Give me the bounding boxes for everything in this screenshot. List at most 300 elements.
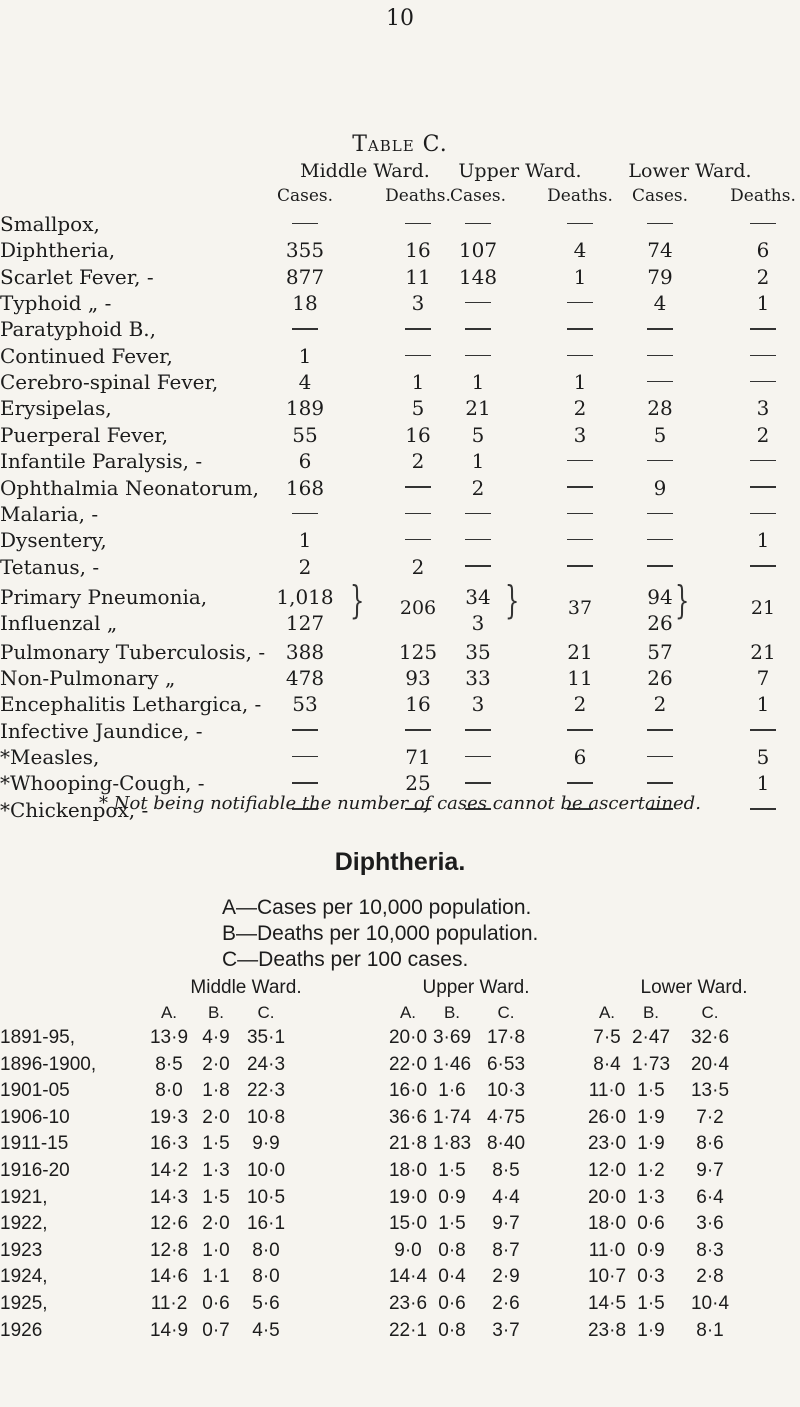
cell: 93 (405, 665, 431, 690)
cell: 11 (405, 264, 431, 289)
cell (625, 771, 695, 795)
cell: 28 (647, 396, 673, 421)
dash-mark (405, 513, 431, 515)
cell: 18·0 (388, 1160, 428, 1181)
cell: 0·9 (438, 1186, 466, 1208)
diphtheria-title: Diphtheria. (334, 848, 466, 876)
cell: 8·6 (696, 1133, 724, 1155)
cell: 1·5 (202, 1133, 230, 1155)
cell: 11 (567, 665, 593, 690)
period-label: 1923 (0, 1239, 43, 1261)
brace-mark: } (674, 577, 690, 622)
legend-line: A—Cases per 10,000 population. (222, 896, 532, 919)
cell: 53 (292, 692, 318, 717)
row-label: Diphtheria, (0, 238, 116, 263)
cell: 8·0 (155, 1080, 183, 1102)
cell: 1 (756, 771, 770, 796)
dash-mark (647, 355, 673, 357)
cell: 0·3 (637, 1266, 665, 1288)
cell (625, 370, 695, 394)
row-label: Continued Fever, (0, 343, 173, 368)
cell (443, 745, 513, 769)
table-row (0, 502, 800, 528)
dash-mark (292, 223, 318, 225)
cell: 1·2 (637, 1160, 665, 1181)
cell: 877 (285, 264, 325, 289)
cell: 9·7 (492, 1213, 520, 1235)
row-label: Paratyphoid B., (0, 317, 156, 342)
dash-mark (465, 729, 491, 731)
row-label: Cerebro-spinal Fever, (0, 370, 219, 395)
cell: 18·0 (587, 1213, 627, 1235)
period-label: 1926 (0, 1319, 43, 1341)
cell: 8·40 (486, 1133, 526, 1155)
cell: 71 (405, 745, 431, 769)
cell: 10·5 (246, 1186, 286, 1208)
cell: 57 (647, 639, 673, 664)
cell: 25 (405, 771, 431, 796)
cell: 8·4 (593, 1053, 621, 1075)
ward-header: Middle Ward. (190, 977, 302, 998)
cell: 14·4 (388, 1266, 428, 1288)
cell: 1·8 (202, 1080, 230, 1102)
cell: 125 (398, 639, 438, 664)
table-row (0, 1293, 800, 1319)
dash-mark (750, 460, 776, 462)
cell: 9·0 (394, 1239, 422, 1261)
cell: 10·7 (587, 1266, 627, 1288)
cell: 2 (471, 475, 485, 500)
column-header: Cases. (631, 186, 689, 206)
cell: 6·53 (486, 1053, 526, 1075)
table-row (0, 1160, 800, 1186)
cell: 5 (411, 396, 425, 421)
dash-mark (405, 355, 431, 357)
dash-mark (292, 756, 318, 758)
column-header: C. (701, 1003, 719, 1022)
cell: 3·7 (492, 1319, 520, 1341)
period-label: 1896-1900, (0, 1053, 97, 1075)
table-row (0, 344, 800, 370)
cell: 1·3 (202, 1160, 230, 1181)
row-label: Encephalitis Lethargica, - (0, 692, 262, 717)
table-row (0, 1080, 800, 1106)
cell: 1 (298, 528, 312, 553)
combined-deaths: 21 (750, 596, 776, 619)
cell: 24·3 (246, 1053, 286, 1075)
cell (270, 212, 340, 236)
cell (625, 745, 695, 769)
cell: 2 (653, 692, 667, 717)
cell: 18 (292, 291, 318, 316)
cell: 1·0 (202, 1239, 230, 1261)
dash-mark (647, 756, 673, 758)
column-header: A. (399, 1003, 417, 1022)
period-label: 1906-10 (0, 1106, 70, 1128)
cell: 20·0 (388, 1027, 428, 1048)
dash-mark (567, 302, 593, 304)
cell: 4 (298, 370, 312, 395)
cell (728, 317, 798, 341)
column-header: B. (443, 1003, 461, 1022)
cell: 1 (573, 264, 587, 289)
ward-header: Lower Ward. (640, 977, 748, 998)
column-header: B. (642, 1003, 660, 1022)
dash-mark (750, 328, 776, 330)
row-label: Dysentery, (0, 528, 107, 553)
cell: 3 (471, 692, 485, 717)
dash-mark (405, 486, 431, 488)
row-label: Scarlet Fever, - (0, 264, 154, 289)
table-row (0, 423, 800, 449)
cell: 1·46 (432, 1053, 472, 1075)
table-row (0, 317, 800, 343)
column-header: Deaths. (730, 186, 796, 206)
cell: 22·3 (246, 1080, 286, 1102)
row-label: Smallpox, (0, 212, 100, 236)
combined-deaths: 206 (399, 596, 437, 619)
row-label: Erysipelas, (0, 396, 112, 421)
cell: 0·6 (202, 1293, 230, 1314)
dash-mark (647, 381, 673, 383)
cell: 127 (285, 611, 325, 636)
dash-mark (567, 565, 593, 567)
cell: 2·9 (492, 1266, 520, 1288)
cell: 23·6 (388, 1293, 428, 1314)
cell: 4 (653, 291, 667, 316)
cell: 94 (647, 584, 673, 609)
cell: 17·8 (486, 1027, 526, 1048)
cell: 79 (647, 264, 673, 289)
cell: 22·1 (388, 1319, 428, 1341)
cell: 16 (405, 422, 431, 447)
row-label: Non-Pulmonary „ (0, 665, 176, 690)
cell: 355 (285, 238, 325, 263)
column-header: Deaths. (385, 186, 451, 206)
table-row (0, 666, 800, 692)
dash-mark (405, 729, 431, 731)
table-row (0, 1133, 800, 1159)
dash-mark (465, 302, 491, 304)
dash-mark (465, 756, 491, 758)
cell: 19·0 (388, 1186, 428, 1208)
cell: 1 (756, 692, 770, 717)
cell: 12·6 (149, 1213, 189, 1235)
cell: 35 (465, 639, 491, 664)
cell: 0·8 (438, 1239, 466, 1261)
cell: 8·3 (696, 1239, 724, 1261)
cell: 6 (756, 238, 770, 263)
cell (443, 344, 513, 368)
table-row (0, 640, 800, 666)
period-label: 1924, (0, 1266, 48, 1288)
column-header: Cases. (276, 186, 334, 206)
dash-mark (465, 328, 491, 330)
cell: 2 (756, 422, 770, 447)
table-row (0, 265, 800, 291)
cell (443, 555, 513, 579)
cell (545, 476, 615, 500)
table-c-title: Table C. (352, 132, 448, 157)
ward-header: Middle Ward. (300, 160, 430, 182)
cell: 5 (756, 745, 770, 769)
table-row (0, 1320, 800, 1346)
cell: 8·5 (155, 1053, 183, 1075)
row-label: Infantile Paralysis, - (0, 449, 203, 474)
cell: 16 (405, 238, 431, 263)
cell: 21 (750, 639, 776, 664)
cell: 4·5 (252, 1319, 280, 1341)
table-row (0, 1187, 800, 1213)
cell: 3 (573, 422, 587, 447)
cell: 3·6 (696, 1213, 724, 1235)
cell: 8·0 (252, 1266, 280, 1288)
brace-mark: } (504, 577, 520, 622)
cell: 1 (573, 370, 587, 395)
cell: 1·9 (637, 1319, 665, 1341)
dash-mark (750, 355, 776, 357)
cell: 26 (647, 611, 673, 636)
cell: 14·3 (149, 1186, 189, 1208)
brace-mark: } (349, 577, 365, 622)
cell: 10·0 (246, 1160, 286, 1181)
cell (625, 344, 695, 368)
cell: 1·5 (438, 1160, 466, 1181)
dash-mark (465, 565, 491, 567)
column-header: C. (257, 1003, 275, 1022)
cell: 2 (573, 692, 587, 717)
cell: 3 (411, 291, 425, 316)
cell (443, 212, 513, 236)
cell: 3 (756, 396, 770, 421)
dash-mark (647, 460, 673, 462)
row-label: *Whooping-Cough, - (0, 771, 205, 796)
cell (545, 212, 615, 236)
cell: 1,018 (276, 584, 334, 609)
legend-line: B—Deaths per 10,000 population. (222, 922, 539, 945)
row-label: Puerperal Fever, (0, 422, 169, 447)
table-row (0, 1027, 800, 1053)
cell: 11·0 (588, 1239, 626, 1261)
row-label: Infective Jaundice, - (0, 718, 203, 743)
column-header: A. (160, 1003, 178, 1022)
period-label: 1901-05 (0, 1080, 70, 1102)
cell (545, 291, 615, 315)
cell: 2 (411, 449, 425, 474)
table-row (0, 1266, 800, 1292)
cell (545, 771, 615, 795)
cell (545, 719, 615, 743)
cell: 148 (458, 264, 498, 289)
cell: 26 (647, 665, 673, 690)
cell: 12·8 (149, 1239, 189, 1261)
cell (545, 449, 615, 473)
legend-line: C—Deaths per 100 cases. (222, 948, 469, 971)
cell: 388 (285, 639, 325, 664)
cell: 2·0 (202, 1213, 230, 1235)
dash-mark (567, 223, 593, 225)
dash-mark (292, 328, 318, 330)
cell (625, 449, 695, 473)
cell: 4·75 (486, 1106, 526, 1128)
cell: 1 (471, 370, 485, 395)
cell: 34 (465, 584, 491, 609)
period-label: 1891-95, (0, 1027, 76, 1048)
cell: 2·0 (202, 1106, 230, 1128)
cell: 1 (756, 528, 770, 553)
table-c-footnote: * Not being notifiable the number of cases cannot be ascertained. (99, 793, 701, 814)
dash-mark (292, 729, 318, 731)
cell: 1·5 (637, 1080, 665, 1102)
dash-mark (405, 223, 431, 225)
cell: 0·6 (637, 1213, 665, 1235)
cell: 1·74 (432, 1106, 472, 1128)
cell: 33 (465, 665, 491, 690)
dash-mark (647, 729, 673, 731)
table-row (0, 1107, 800, 1133)
dash-mark (567, 328, 593, 330)
cell: 32·6 (690, 1027, 730, 1048)
dash-mark (647, 223, 673, 225)
cell (728, 476, 798, 500)
cell (443, 528, 513, 552)
combined-deaths: 37 (567, 596, 593, 619)
table-row (0, 476, 800, 502)
cell: 13·5 (690, 1080, 730, 1102)
cell: 8·7 (492, 1239, 520, 1261)
cell: 1·5 (637, 1293, 665, 1314)
dash-mark (567, 782, 593, 784)
cell: 1·83 (432, 1133, 472, 1155)
cell: 11·2 (150, 1293, 188, 1314)
dash-mark (647, 513, 673, 515)
cell: 16 (405, 692, 431, 717)
cell: 12·0 (587, 1160, 627, 1181)
row-label: Malaria, - (0, 501, 99, 526)
cell: 168 (285, 475, 325, 500)
dash-mark (405, 328, 431, 330)
table-row (0, 555, 800, 581)
cell: 2 (411, 554, 425, 579)
cell: 3·69 (432, 1027, 472, 1048)
cell: 19·3 (149, 1106, 189, 1128)
cell (270, 317, 340, 341)
cell: 2 (756, 264, 770, 289)
cell: 189 (285, 396, 325, 421)
cell: 7 (756, 665, 770, 690)
dash-mark (465, 513, 491, 515)
table-row (0, 528, 800, 554)
table-row (0, 719, 800, 745)
cell: 20·4 (690, 1053, 730, 1075)
cell: 16·0 (388, 1080, 428, 1102)
dash-mark (647, 328, 673, 330)
table-row (0, 692, 800, 718)
cell (443, 719, 513, 743)
cell: 26·0 (587, 1106, 627, 1128)
cell: 5 (653, 422, 667, 447)
cell: 478 (285, 665, 325, 690)
dash-mark (567, 355, 593, 357)
column-header: B. (207, 1003, 225, 1022)
dash-mark (750, 513, 776, 515)
dash-mark (465, 355, 491, 357)
dash-mark (567, 486, 593, 488)
period-label: 1922, (0, 1213, 48, 1235)
cell: 2·0 (202, 1053, 230, 1075)
cell: 1·3 (637, 1186, 665, 1208)
cell: 0·9 (637, 1239, 665, 1261)
cell (728, 555, 798, 579)
cell: 10·8 (246, 1106, 286, 1128)
dash-mark (750, 381, 776, 383)
cell: 1·1 (202, 1266, 230, 1288)
table-row (0, 396, 800, 422)
cell: 15·0 (388, 1213, 428, 1235)
row-label: *Measles, (0, 745, 100, 769)
row-label: Tetanus, - (0, 554, 100, 579)
cell (625, 555, 695, 579)
row-label: Pulmonary Tuberculosis, - (0, 639, 266, 664)
cell (270, 719, 340, 743)
table-row (0, 370, 800, 396)
cell (625, 719, 695, 743)
cell: 1 (411, 370, 425, 395)
page-number: 10 (386, 6, 414, 31)
cell: 7·5 (593, 1027, 621, 1048)
table-row (0, 745, 800, 771)
row-label: Primary Pneumonia, (0, 584, 208, 609)
cell (270, 745, 340, 769)
cell: 9 (653, 475, 667, 500)
dash-mark (647, 539, 673, 541)
cell (270, 502, 340, 526)
dash-mark (465, 539, 491, 541)
cell: 11·0 (588, 1080, 626, 1102)
cell: 16·3 (149, 1133, 189, 1155)
cell: 5·6 (252, 1293, 280, 1314)
cell: 35·1 (246, 1027, 286, 1048)
ward-header: Upper Ward. (422, 977, 530, 998)
cell: 2·8 (696, 1266, 724, 1288)
cell: 0·4 (438, 1266, 466, 1288)
cell (625, 212, 695, 236)
cell: 21 (567, 639, 593, 664)
cell (443, 317, 513, 341)
cell: 14·9 (149, 1319, 189, 1341)
table-row (0, 238, 800, 264)
cell (270, 771, 340, 795)
cell: 23·8 (587, 1319, 627, 1341)
dash-mark (465, 782, 491, 784)
cell: 0·8 (438, 1319, 466, 1341)
row-label: Ophthalmia Neonatorum, (0, 475, 259, 500)
cell: 3 (471, 611, 485, 636)
cell (728, 719, 798, 743)
period-label: 1925, (0, 1293, 48, 1314)
cell: 14·2 (149, 1160, 189, 1181)
cell: 74 (647, 238, 673, 263)
cell: 14·6 (149, 1266, 189, 1288)
cell: 2 (573, 396, 587, 421)
cell: 10·3 (486, 1080, 526, 1102)
dash-mark (750, 223, 776, 225)
dash-mark (567, 513, 593, 515)
cell: 4·4 (492, 1186, 520, 1208)
cell: 1·73 (631, 1053, 671, 1075)
dash-mark (750, 565, 776, 567)
cell (443, 771, 513, 795)
